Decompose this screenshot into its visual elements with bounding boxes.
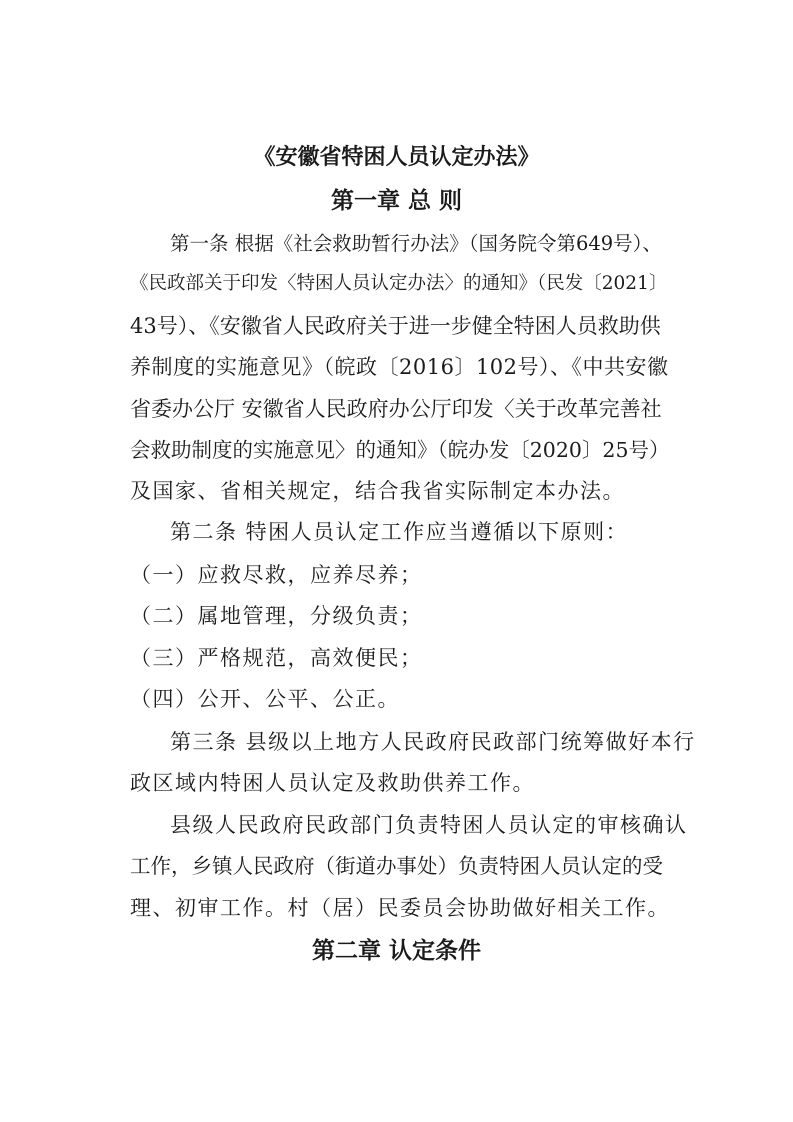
article-1-line: 及国家、省相关规定，结合我省实际制定本办法。: [130, 479, 625, 503]
article-1-line: 养制度的实施意见》（皖政〔2016〕102号）、《中共安徽: [130, 355, 669, 379]
article-3-paragraph-line: 理、初审工作。村（居）民委员会协助做好相关工作。: [130, 896, 670, 920]
article-1-line: 省委办公厅 安徽省人民政府办公厅印发〈关于改革完善社: [130, 397, 662, 421]
article-1-line: 第一条 根据《社会救助暂行办法》（国务院令第649号）、: [170, 232, 662, 255]
article-1-line: 43号）、《安徽省人民政府关于进一步健全特困人员救助供: [130, 314, 661, 338]
chapter-2-heading: 第二章 认定条件: [311, 937, 481, 964]
principle-item: （一）应救尽救，应养尽养；: [130, 563, 423, 587]
chapter-1-heading: 第一章 总 则: [330, 187, 462, 214]
principle-item: （四）公开、公平、公正。: [130, 687, 400, 711]
article-3-paragraph-line: 县级人民政府民政部门负责特困人员认定的审核确认: [170, 813, 688, 837]
principle-item: （二）属地管理，分级负责；: [130, 604, 423, 628]
article-1-line: 会救助制度的实施意见〉的通知》（皖办发〔2020〕25号）: [130, 438, 670, 462]
principle-item: （三）严格规范，高效便民；: [130, 646, 423, 670]
article-1-line: 《民政部关于印发〈特困人员认定办法〉的通知》（民发〔2021〕: [130, 273, 668, 294]
article-3-line: 第三条 县级以上地方人民政府民政部门统筹做好本行: [170, 730, 696, 754]
article-3-paragraph-line: 工作，乡镇人民政府（街道办事处）负责特困人员认定的受: [130, 854, 663, 878]
article-3-line: 政区域内特困人员认定及救助供养工作。: [130, 771, 535, 795]
article-2-intro: 第二条 特困人员认定工作应当遵循以下原则：: [170, 520, 629, 544]
document-title: 《安徽省特困人员认定办法》: [253, 144, 540, 170]
